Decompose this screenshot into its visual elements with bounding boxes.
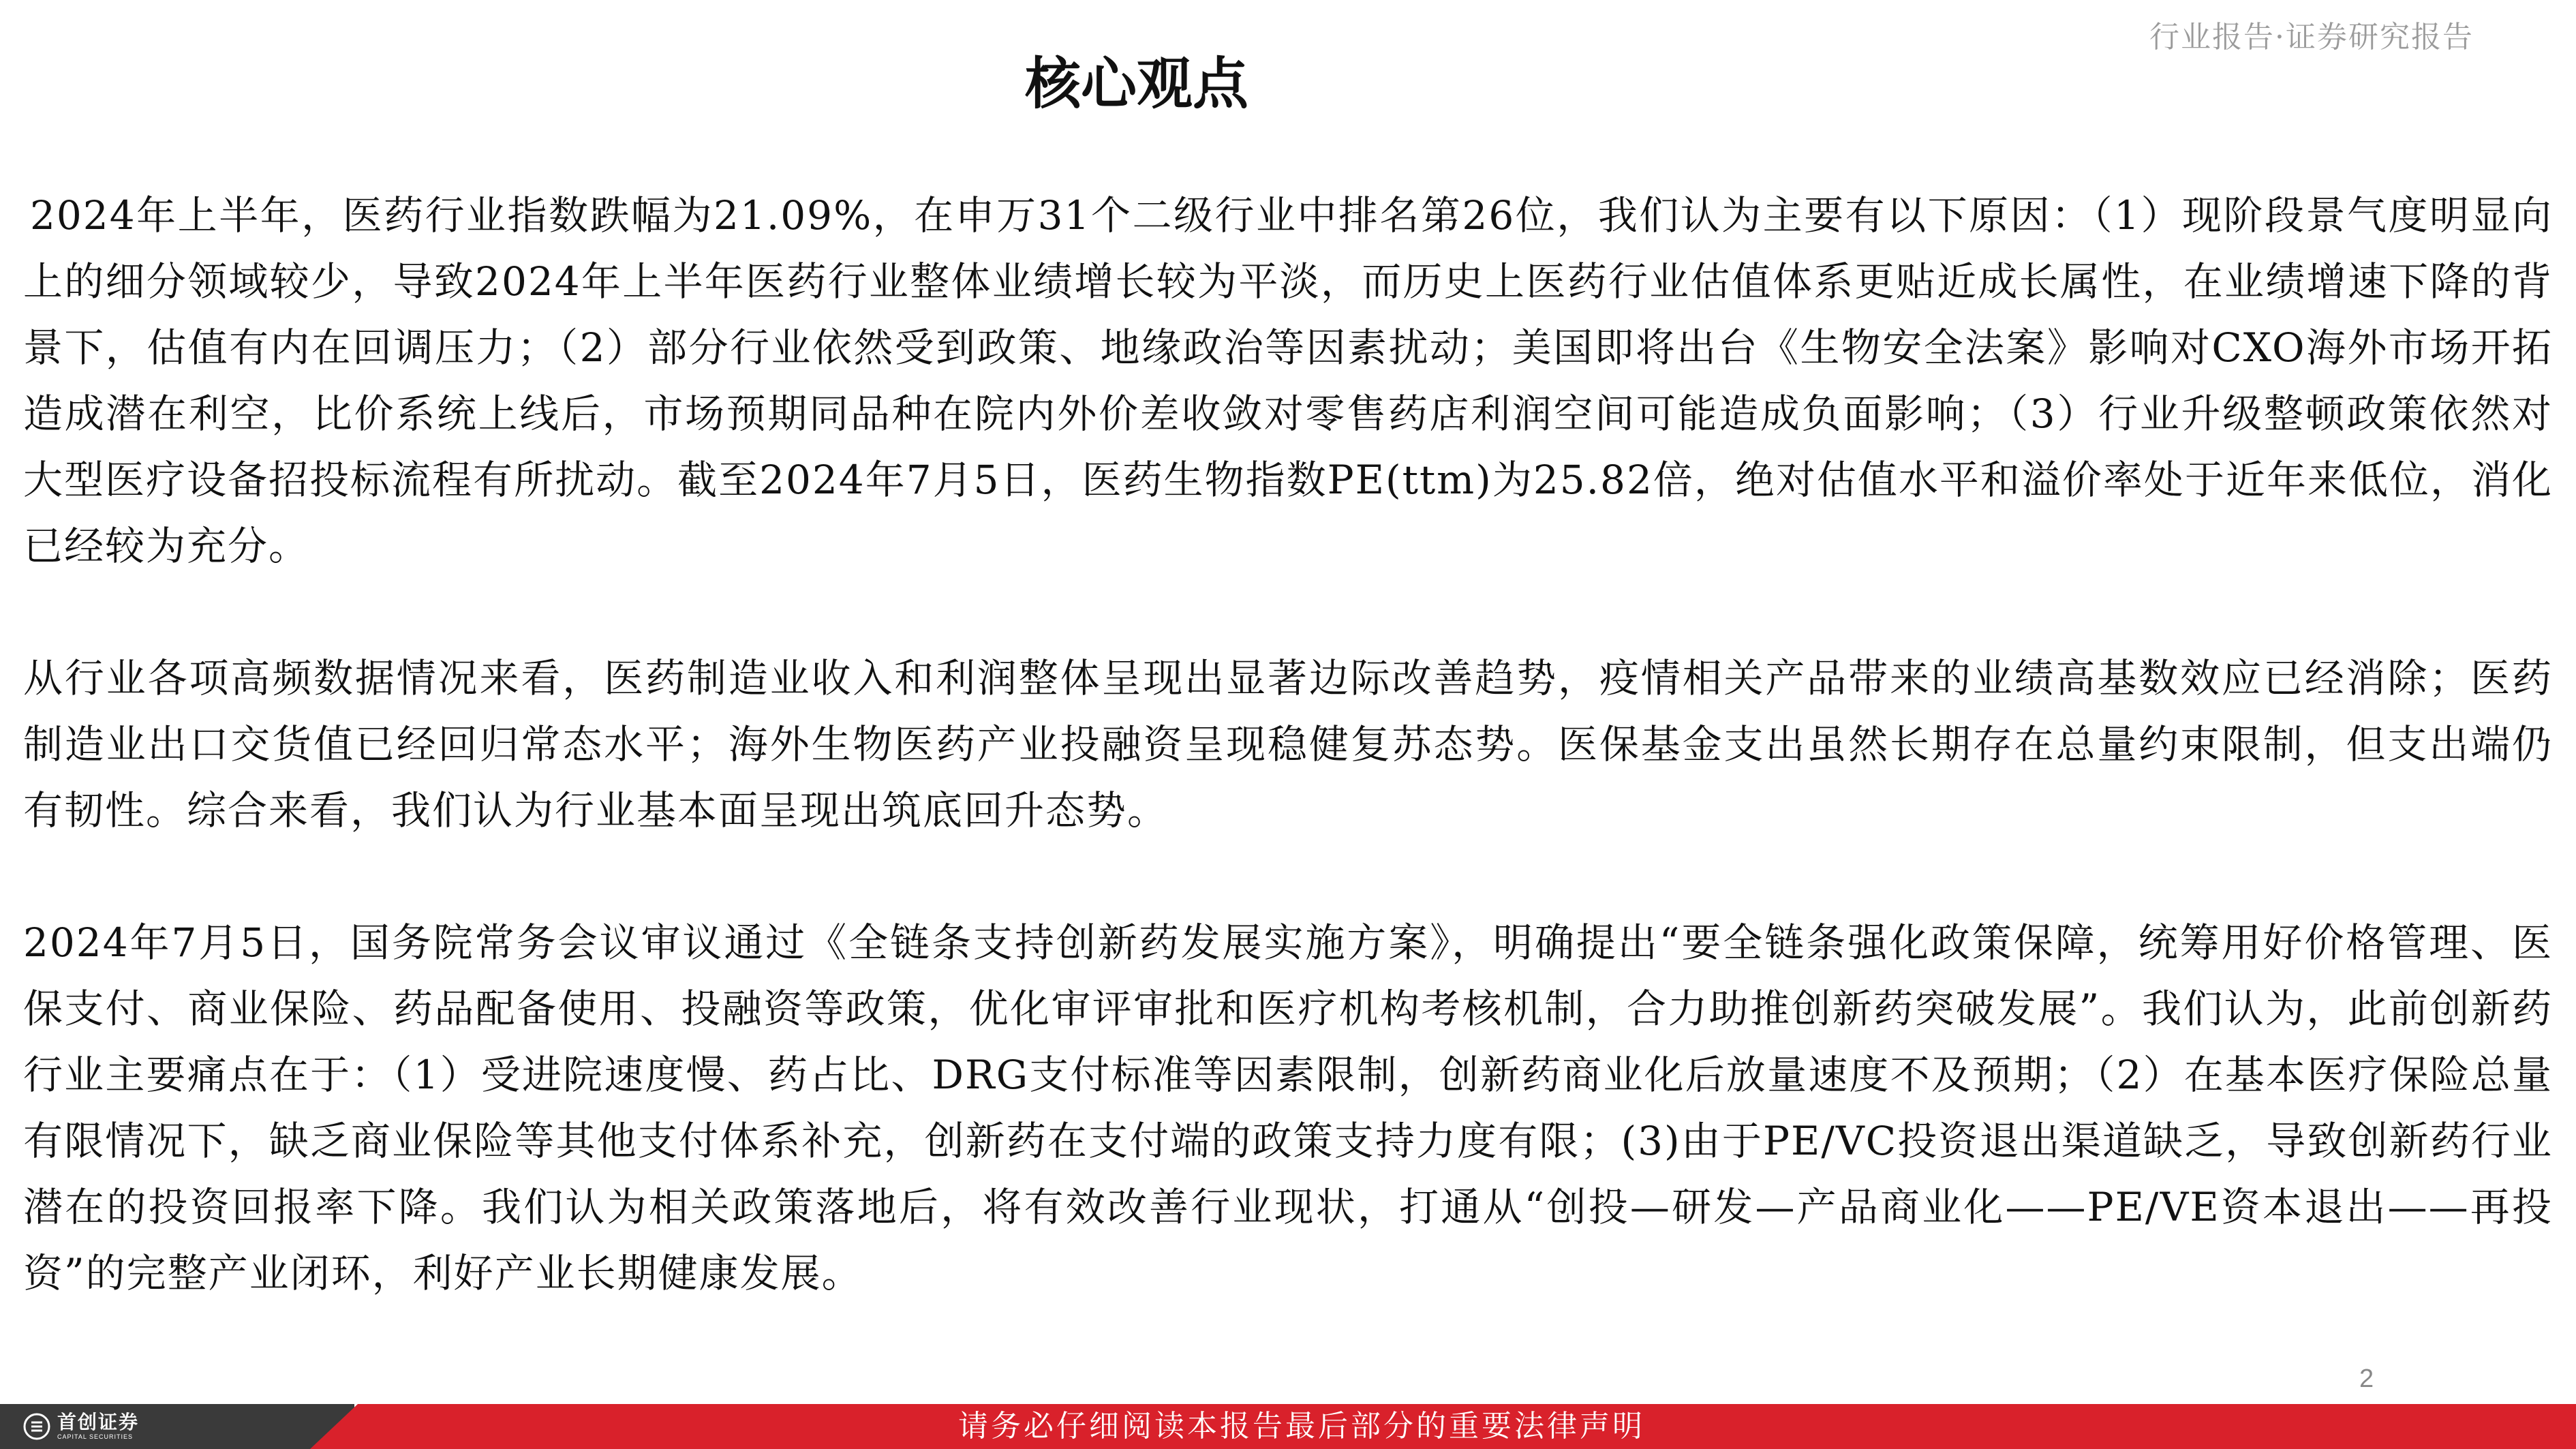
logo-name: 首创证券 <box>57 1411 140 1433</box>
paragraph-policy: 2024年7月5日，国务院常务会议审议通过《全链条支持创新药发展实施方案》，明确提出“要全链条强化政策保障，统筹用好价格管理、医保支付、商业保险、药品配备使用、投融资等政策，优化审评审批和医疗机构考核机制，合力助推创新药突破发展”。我们认为，此前创新药行业主要痛点在于：（1）受进院速度慢、药占比、DRG支付标准等因素限制，创新药商业化后放量速度不及预期；（2）在基本医疗保险总量有限情况下，缺乏商业保险等其他支付体系补充，创新药在支付端的政策支持力度有限；(3)由于PE/VC投资退出渠道缺乏，导致创新药行业潜在的投资回报率下降。我们认为相关政策落地后，将有效改善行业现状，打通从“创投—研发—产品商业化——PE/VE资本退出——再投资”的完整产业闭环，利好产业长期健康发展。 <box>23 919 2553 1296</box>
legal-disclaimer: 请务必仔细阅读本报告最后部分的重要法律声明 <box>958 1409 1645 1444</box>
report-type-label: 行业报告·证券研究报告 <box>2149 20 2474 55</box>
page-title: 核心观点 <box>1024 52 1248 117</box>
main-content <box>23 183 2553 1307</box>
paragraph-market-review: 2024年上半年，医药行业指数跌幅为21.09%，在申万31个二级行业中排名第26位，我们认为主要有以下原因：（1）现阶段景气度明显向上的细分领域较少，导致2024年上半年医药行业整体业绩增长较为平淡，而历史上医药行业估值体系更贴近成长属性，在业绩增速下降的背景下，估值有内在回调压力；（2）部分行业依然受到政策、地缘政治等因素扰动；美国即将出台《生物安全法案》影响对CXO海外市场开拓造成潜在利空，比价系统上线后，市场预期同品种在院内外价差收敛对零售药店利润空间可能造成负面影响；（3）行业升级整顿政策依然对大型医疗设备招投标流程有所扰动。截至2024年7月5日，医药生物指数PE(ttm)为25.82倍，绝对估值水平和溢价率处于近年来低位，消化已经较为充分。 <box>23 192 2553 569</box>
paragraph-fundamentals: 从行业各项高频数据情况来看，医药制造业收入和利润整体呈现出显著边际改善趋势，疫情相关产品带来的业绩高基数效应已经消除；医药制造业出口交货值已经回归常态水平；海外生物医药产业投融资呈现稳健复苏态势。医保基金支出虽然长期存在总量约束限制，但支出端仍有韧性。综合来看，我们认为行业基本面呈现出筑底回升态势。 <box>23 655 2553 834</box>
logo-english-name: CAPITAL SECURITIES <box>57 1433 134 1440</box>
page-number: 2 <box>2359 1364 2374 1393</box>
footer-bar <box>0 1404 2576 1449</box>
